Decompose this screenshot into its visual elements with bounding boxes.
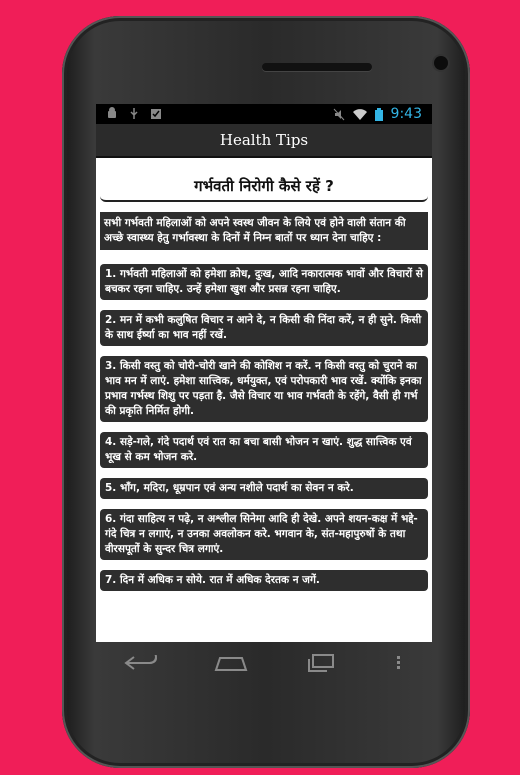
recents-button[interactable]	[303, 652, 339, 674]
article-heading: गर्भवती निरोगी कैसे रहें ?	[100, 170, 428, 202]
back-icon	[124, 655, 158, 671]
screen	[96, 104, 432, 642]
tip-item: 6. गंदा साहित्य न पढ़े, न अश्लील सिनेमा आदि ही देखे. अपने शयन-कक्ष में भद्दे-गंदे चित्र न लगाएं, न उनका अवलोकन करे. भगवान के, संत-महापुरुषों के तथा वीरसपूतों के सुन्दर चित्र लगाएं.	[100, 509, 428, 560]
overflow-menu-button[interactable]	[393, 652, 405, 674]
recents-icon	[305, 653, 337, 673]
android-icon	[106, 107, 118, 120]
app-title: Health Tips	[96, 124, 432, 158]
back-button[interactable]	[123, 652, 159, 674]
mute-icon	[333, 108, 345, 121]
tip-item: 4. सड़े-गले, गंदे पदार्थ एवं रात का बचा बासी भोजन न खाएं. शुद्ध सात्त्विक एवं भूख से कम भोजन करे.	[100, 432, 428, 468]
tip-item: 1. गर्भवती महिलाओं को हमेशा क्रोध, दुःख, आदि नकारात्मक भावों और विचारों से बचकर रहना चाहिए. उन्हें हमेशा खुश और प्रसन्न रहना चाहिए.	[100, 264, 428, 300]
front-camera	[434, 56, 448, 70]
article-content[interactable]	[96, 158, 432, 591]
clipboard-icon	[150, 107, 162, 120]
earpiece	[262, 63, 372, 71]
overflow-menu-icon	[397, 656, 401, 670]
article-intro: सभी गर्भवती महिलाओं को अपने स्वस्थ जीवन के लिये एवं होने वाली संतान की अच्छे स्वास्थ्य हेतु गर्भावस्था के दिनों में निम्न बातों पर ध्यान देना चाहिए :	[100, 212, 428, 250]
status-bar	[96, 104, 432, 124]
status-time: 9:43	[390, 106, 422, 122]
tip-item: 5. भाँग, मदिरा, धूम्रपान एवं अन्य नशीले पदार्थ का सेवन न करे.	[100, 478, 428, 499]
navigation-bar	[96, 642, 432, 684]
battery-icon	[375, 108, 383, 121]
tip-item: 7. दिन में अधिक न सोये. रात में अधिक देरतक न जगें.	[100, 570, 428, 591]
home-icon	[214, 654, 248, 672]
tip-item: 2. मन में कभी कलुषित विचार न आने दे, न किसी की निंदा करें, न ही सुने. किसी के साथ ईर्ष्या का भाव नहीं रखें.	[100, 310, 428, 346]
usb-icon	[128, 107, 140, 120]
tip-item: 3. किसी वस्तु को चोरी-चोरी खाने की कोशिश न करें. न किसी वस्तु को चुराने का भाव मन में लाएं. हमेशा सात्त्विक, धर्मयुक्त, एवं परोपकारी भाव रखें. क्योंकि इनका प्रभाव गर्भस्थ शिशु पर पड़ता है. जैसे विचार या भाव गर्भवती के रहेंगे, वैसी ही गर्भ की प्रकृति निर्मित होगी.	[100, 356, 428, 422]
home-button[interactable]	[213, 652, 249, 674]
wifi-icon	[353, 108, 367, 121]
